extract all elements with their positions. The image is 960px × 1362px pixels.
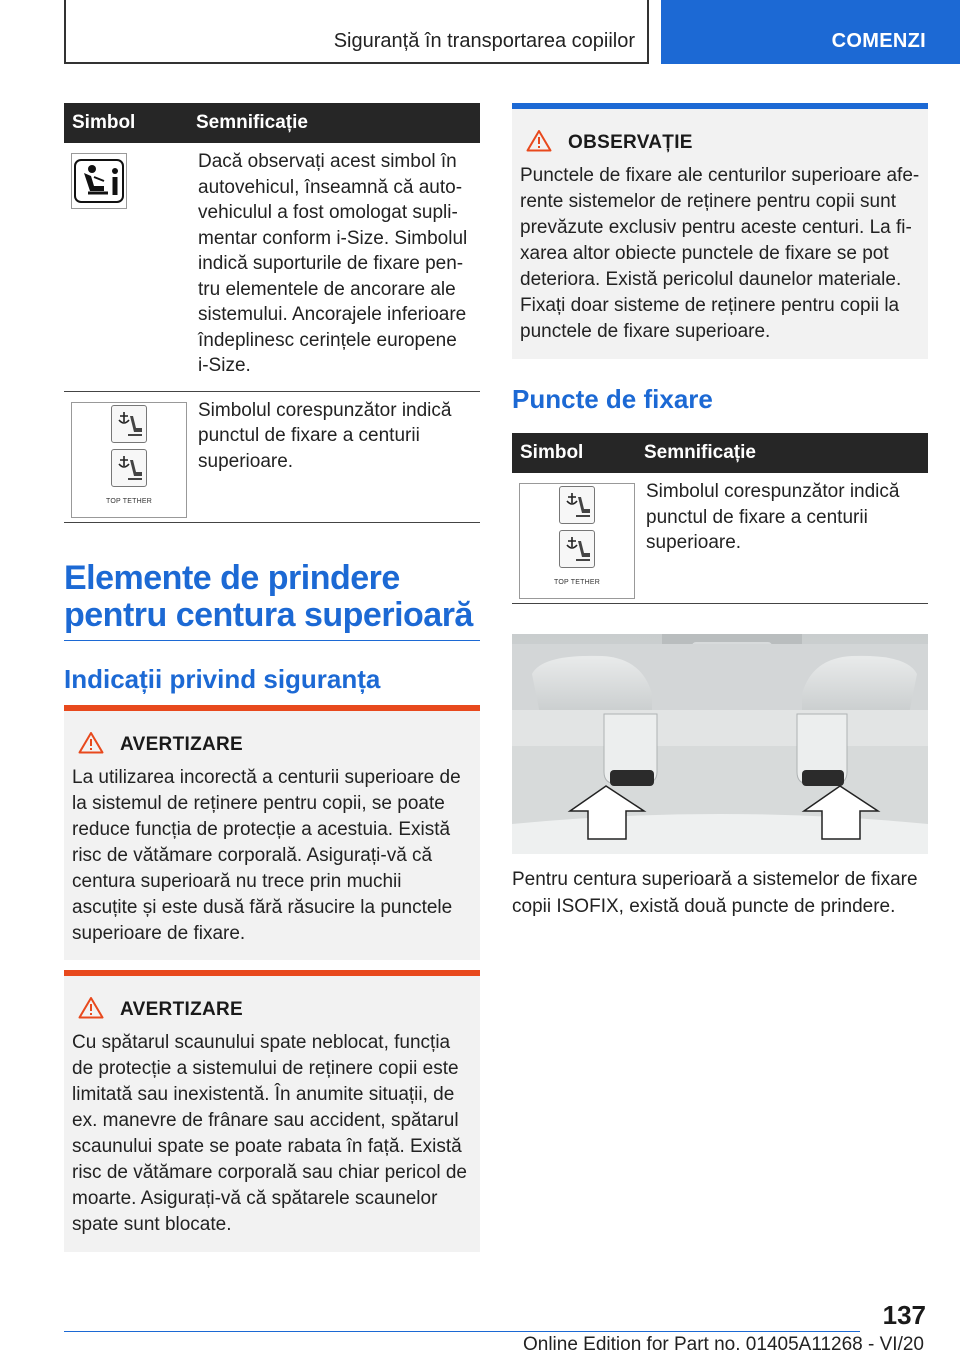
row-meaning: Simbolul corespunzător indică punctul de fixare a centurii superioare. (636, 473, 928, 604)
anchor-heading: Puncte de fixare (512, 384, 713, 414)
table-row (64, 143, 480, 391)
footer-divider (64, 1331, 860, 1332)
symbol-table-right (512, 433, 928, 604)
col-symbol-header: Simbol (512, 433, 636, 473)
warning-triangle-icon (526, 129, 552, 157)
col-symbol-header: Simbol (64, 103, 188, 143)
table-row (64, 391, 480, 522)
col-meaning-header: Semnificație (188, 103, 480, 143)
subsection-heading: Indicații privind siguranța (64, 664, 381, 694)
header-section-tab[interactable] (661, 0, 960, 64)
header-chapter-box (64, 0, 649, 64)
symbol-table-left (64, 103, 480, 523)
col-meaning-header: Semnificație (636, 433, 928, 473)
seat-anchor-icon (559, 530, 595, 568)
note-text: Punctele de fixare ale centurilor superioare aferente sistemelor de reținere pentru copii sunt prevăzute exclusiv pentru aceste centuri. La fixarea altor obiecte punctele de fixare se pot deteriora. Există pericolul daunelor materiale. Fixați doar sisteme de reținere pentru copii la punctele de fixare superioare. (520, 165, 920, 342)
isize-child-seat-icon (71, 153, 127, 209)
chapter-title: Siguranță în transportarea copiilor (333, 30, 635, 52)
section-heading: Elemente de prindere pentru centura superioară (64, 560, 480, 641)
seat-anchor-icon (111, 449, 147, 487)
warning-triangle-icon (78, 996, 104, 1024)
page-number: 137 (882, 1300, 926, 1330)
edition-info: Online Edition for Part no. 01405A11268 - VI/20 (522, 1334, 924, 1355)
row-meaning: Simbolul corespunzător indică punctul de fixare a centurii superioare. (188, 391, 480, 522)
top-tether-label: TOP TETHER (106, 497, 152, 505)
section-label: COMENZI (831, 30, 926, 52)
note-title: OBSERVAȚIE (568, 132, 693, 153)
top-tether-icon (71, 402, 187, 518)
top-tether-label: TOP TETHER (554, 579, 600, 587)
warning-box (64, 705, 480, 960)
warning-triangle-icon (78, 731, 104, 759)
note-box (512, 103, 928, 359)
seat-anchor-icon (559, 486, 595, 524)
photo-caption: Pentru centura superioară a sistemelor de fixare copii ISOFIX, există două puncte de prindere. (512, 869, 918, 917)
row-meaning: Dacă observați acest simbol în autovehicul, înseamnă că autovehiculul a fost omologat suplimentar conform i-Size. Simbolul indică suporturile de fixare pentru elementele de ancorare ale sistemului. Ancorajele inferioare îndeplinesc cerințele europene i-Size. (188, 143, 480, 391)
warning-title: AVERTIZARE (120, 734, 243, 755)
warning-text: Cu spătarul scaunului spate neblocat, funcția de protecție a sistemului de reținere copii este limitată sau inexistentă. În anumite situații, de ex. manevre de frânare sau accident, spătarul scaunului spate se poate rabata în față. Există risc de vătămare corporală sau chiar pericol de moarte. Asigurați-vă că spătarele scaunelor spate sunt blocate. (72, 1032, 467, 1235)
warning-title: AVERTIZARE (120, 999, 243, 1020)
warning-text: La utilizarea incorectă a centurii superioare de la sistemul de reținere pentru copii, se poate reduce funcția de protecție a acestuia. Există risc de vătămare corporală. Asigurați-vă că centura superioară nu trece prin muchii ascuțite și este dusă fără răsucire la punctele superioare de fixare. (72, 767, 461, 944)
rear-seat-anchor-photo (512, 634, 928, 854)
top-tether-icon (519, 483, 635, 599)
warning-box (64, 970, 480, 1252)
seat-anchor-icon (111, 405, 147, 443)
table-row (512, 473, 928, 604)
